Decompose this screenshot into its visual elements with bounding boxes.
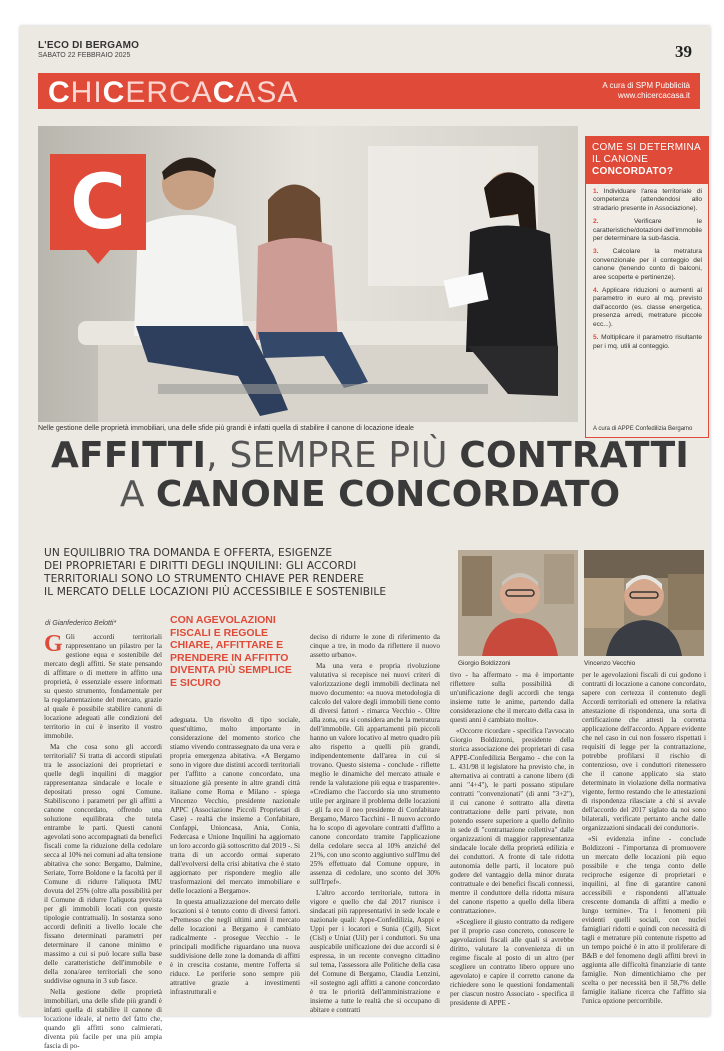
- article-paragraph: L'altro accordo territoriale, tuttora in vigore e quello che dal 2017 riunisce i sindacati più rappresentativi in sede locale e nazionale quali: Appe-Confedilizia, Asppi e Uppi per i locatori e Sunia (Cgil), Sicet (Cisl) e Uniat (Uil) per i conduttori. Su una auspicabile unificazione dei due accordi si è espressa, in un recente convegno cittadino sul tema, l'assessora alle Politiche della casa del Comune di Bergamo, Claudia Lenzini, «il sostegno agli affitti a canone concordato è tra le priorità dell'amministrazione e insieme a tutte le realtà che si occupano di abitare e contratti: [310, 889, 440, 1014]
- section-title-part: HI: [70, 76, 103, 109]
- subtitle: [44, 547, 452, 599]
- portrait-photo: [584, 550, 704, 656]
- issue-date: SABATO 22 FEBBRAIO 2025: [38, 52, 131, 59]
- pull-quote: CON AGEVOLAZIONI FISCALI E REGOLE CHIARE, AFFITTARE E PRENDERE IN AFFITTO DIVENTA PIÙ SEMPLICE E SICURO: [170, 614, 292, 689]
- byline: di Gianfederico Belotti*: [45, 620, 117, 627]
- section-logo-letter: C: [70, 157, 126, 246]
- sidebox-heading-line: CONCORDATO?: [592, 166, 674, 177]
- sidebox-steps: [586, 184, 708, 351]
- article-paragraph: In questa attualizzazione del mercato delle locazioni si è tenuto conto di diversi fattori. «Premesso che negli ultimi anni il mercato delle locazioni a Bergamo è cambiato radicalmente - prosegue Vecchio - le principali modifiche riguardano una nuova suddivisione delle zone la domanda di affitti è in crescita costante, mentre l'offerta si riduce. Le periferie sono sempre più attrattive grazie a investimenti infrastrutturali e: [170, 898, 300, 996]
- step-text: Applicare riduzioni o aumenti al parametro in euro al mq. previsto dall'accordo (es. classe energetica, presenza arredi, metrature piccole ecc...).: [593, 287, 702, 328]
- subtitle-line: IL MERCATO DELLE LOCAZIONI PIÙ ACCESSIBILE E SOSTENIBILE: [44, 586, 387, 598]
- article-paragraph: [44, 633, 162, 741]
- step-text: Calcolare la metratura convenzionale per il conteggio del canone (tenendo conto di balconi, aree scoperte e pertinenze).: [593, 248, 702, 281]
- article-paragraph: «Scegliere il giusto contratto da redigere per il proprio caso concreto, conoscere le agevolazioni fiscali alle quali si avrebbe diritto, valutare la convenienza di un regime fiscale al posto di un altro (per scegliere un contratto libero oppure uno agevolato) e capire il corretto canone da richiedere sono le questioni fondamentali per ciascun nostro Associato - specifica il presidente di APPE -: [450, 918, 574, 1007]
- how-to-sidebox: [585, 136, 709, 438]
- sidebox-step: [593, 334, 702, 351]
- article-paragraph: deciso di ridurre le zone di riferimento da cinque a tre, in modo da riflettere il nuovo assetto urbano».: [310, 633, 440, 659]
- sidebox-step: [593, 287, 702, 329]
- subtitle-line: TERRITORIALI SONO LO STRUMENTO CHIAVE PER RENDERE: [44, 573, 365, 585]
- article-paragraph: Ma una vera e propria rivoluzione valutativa si recepisce nei nuovi criteri di valorizzazione degli immobili declinata nel nuovo documento: «a nuova metodologia di calcolo del valore degli immobili tiene conto di diversi fattori - rimarca Vecchio -. Oltre alla zona, ora si considera anche la metratura dell'immobile. Gli appartamenti più piccoli hanno un valore locativo al metro quadro più alto rispetto a quelli più grandi, indipendentemente dall'area in cui si trovano. Questo sistema - conclude - riflette meglio le dinamiche del mercato attuale e rende la valutazione più equa e trasparente». «Crediamo che l'accordo sia uno strumento utile per arginare il problema delle locazioni - gli fa eco il neo presidente di Confabitare Bergamo, Marco Tacchini - Il nuovo accordo ha lo scopo di agevolare contratti d'affitto a canone concordato tramite l'applicazione della cedolare secca al 10% anziché del 21%, con uno sconto aggiuntivo sull'Imu del 25% effettuato dal Comune oppure, in assenza di cedolare, uno sconto del 30% sull'Irpef».: [310, 662, 440, 886]
- article-paragraph: per le agevolazioni fiscali di cui godono i contratti di locazione a canone concordato, sapere con certezza il contenuto degli Accordi territoriali ed ottenere la relativa attestazione di rispondenza, una sorta di certificazione che attesti la corretta applicazione dell'accordo. Appare evidente che nel caso in cui non fossero rispettati i requisiti di legge per la contrattazione, potrebbe profilarsi il rischio di contenzioso, ove i conduttori ritenessero che il canone applicato sia stato determinato in violazione della normativa vigente, fermo restando che le attestazioni di rispondenza rilasciate a chi si avvale dell'accordo del 2017 siglato da noi sono bilaterali, verificate pertanto anche dalle organizzazioni sindacali dei conduttori».: [582, 671, 706, 832]
- article-column-5: [582, 671, 706, 1013]
- section-title-part: C: [102, 76, 126, 109]
- article-paragraph: Ma che cosa sono gli accordi territoriali? Si tratta di accordi stipulati tra le associazioni dei proprietari e quelle degli inquilini di maggior rappresentanza sindacale e locale e depositati presso ogni Comune. Stabiliscono i parametri per gli affitti a canone concordato, offrendo una soluzione equilibrata che tutela entrambe le parti. Questi canoni agevolati sono accompagnati da benefici fiscali come la riduzione della cedolare secca al 10% nei comuni ad alta tensione abitativa che sono: Bergamo, Dalmine, Seriate, Torre Boldone e la facoltà per il Comune di ridurre l'aliquota IMU dovuta del 25% (oltre alla possibilità per il Comune di ridurre l'aliquota prevista per gli immobili locati con queste tipologie contrattuali). In sostanza sono accordi definiti a livello locale che fissano determinati parametri per determinare il canone minimo e massimo a cui si può locare sulla base delle caratteristiche dell'immobile e della zona/aree territoriali che sono suddivise ognuna in 3 sub fasce.: [44, 743, 162, 985]
- portrait-illustration: [458, 550, 578, 656]
- section-title-part: C: [212, 76, 236, 109]
- article-paragraph: «Si evidenzia infine - conclude Boldizzoni - l'importanza di promuovere un mercato delle locazioni più equo possibile e che tenga conto delle reciproche esigenze di proprietari e inquilini, al fine di garantire canoni accessibili e rispondenti all'attuale crescente domanda di affitti a medio e lungo termine». Tra i fenomeni più evidenti quelli sociali, con nuclei famigliari ridotti e quindi con necessità di tagli e metrature più contenute rispetto ad un tempo poiché è in atto il proliferare di B&B e del fenomeno degli affitti brevi in aggiunta alle difficoltà finanziarie di tante famiglie. Non dimentichiamo che per scelta o per necessità ben il 58,7% delle famiglie italiane ricerca che l'affitto sia l'unica opzione percorribile.: [582, 835, 706, 1005]
- step-text: Individuare l'area territoriale di competenza (attendendosi allo stradario presente in Associazione).: [593, 188, 702, 212]
- section-title-part: ASA: [235, 76, 299, 109]
- sidebox-heading: [586, 137, 708, 184]
- portrait-caption: Vincenzo Vecchio: [584, 660, 636, 667]
- article-column-2: [170, 716, 300, 1013]
- section-title-part: C: [48, 76, 71, 109]
- article-paragraph: tivo - ha affermato - ma è importante riflettere sulla possibilità di un'unificazione degli accordi che tenga insieme tutte le anime, partendo dalla considerazione che il mercato della casa in questi anni è cambiato molto».: [450, 671, 574, 724]
- article-column-4: [450, 671, 574, 1013]
- step-number: 5.: [593, 334, 599, 342]
- step-number: 3.: [593, 248, 599, 256]
- portrait-photo: [458, 550, 578, 656]
- headline-part: , SEMPRE PIÙ: [206, 435, 460, 476]
- page-number: 39: [675, 42, 692, 61]
- masthead: [38, 40, 698, 72]
- headline: [40, 435, 700, 515]
- sidebox-credit: A cura di APPE Confedilizia Bergamo: [593, 426, 693, 432]
- section-title: [48, 76, 298, 110]
- section-banner: [38, 73, 700, 109]
- sidebox-step: [593, 248, 702, 282]
- portrait-illustration: [584, 550, 704, 656]
- article-paragraph: Nella gestione delle proprietà immobiliari, una delle sfide più grandi è infatti quella di stabilire il canone di locazione ideale, al netto del fatto che, quando gli affitti sono calmierati, diventa più facile per una più ampia fascia di po-: [44, 988, 162, 1050]
- headline-part: AFFITTI: [50, 435, 207, 476]
- sidebox-heading-line: IL CANONE: [592, 154, 649, 165]
- newspaper-page: [20, 26, 710, 1050]
- subtitle-line: UN EQUILIBRIO TRA DOMANDA E OFFERTA, ESIGENZE: [44, 547, 333, 559]
- photo-caption: Nelle gestione delle proprietà immobiliari, una delle sfide più grandi è infatti quella di stabilire il canone di locazione ideale: [38, 425, 414, 432]
- section-credit-line: A cura di SPM Pubblicità: [602, 81, 690, 90]
- section-credit: [602, 81, 690, 101]
- step-number: 2.: [593, 218, 599, 226]
- subtitle-line: DEI PROPRIETARI E DIRITTI DEGLI INQUILINI: GLI ACCORDI: [44, 560, 357, 572]
- lead-photo: [38, 126, 578, 422]
- article-paragraph: adeguata. Un risvolto di tipo sociale, quest'ultimo, molto importante in considerazione del momento storico che stiamo vivendo contrassegnato da una vera e propria emergenza abitativa. «A Bergamo sono in vigore due distinti accordi territoriali per l'affitto a canone concordato, una situazione già presente in altre grandi città italiane come Roma e Milano - spiega Vincenzo Vecchio, presidente nazionale APPC (Associazione Piccoli Proprietari di Case) - realtà che insieme a Confabitare, Confappi, Unioncasa, Ania, Conia, Federcasa e Unione Inquilini ha aggiornato un loro accordo già sottoscritto dal 2019 -. Si tratta di un accordo ormai superato dall'evolversi della crisi abitativa che è stato aggiornato per rispondere meglio alle trasformazioni del mercato immobiliare e delle locazioni a Bergamo».: [170, 716, 300, 895]
- paper-name: L'ECO DI BERGAMO: [38, 40, 140, 51]
- headline-part: CONTRATTI: [459, 435, 689, 476]
- step-text: Verificare le caratteristiche/dotazioni dell'immobile per determinare la sub-fascia.: [593, 218, 703, 243]
- drop-cap: G: [44, 631, 63, 657]
- headline-part: A: [119, 474, 156, 515]
- paragraph-text: Gli accordi territoriali rappresentano un pilastro per la gestione equa e sostenibile del mercato degli affitti. Se state pensando di affittare o di mettere in affitto una proprietà, è essenziale essere informati su questo strumento, fondamentale per la regolamentazione del mercato, grazie al quale è possibile stabilire canoni di locazione adeguati alle condizioni del territorio in cui è inserito il vostro immobile.: [44, 633, 162, 740]
- sidebox-heading-line: COME SI DETERMINA: [592, 142, 701, 153]
- article-paragraph: «Occorre ricordare - specifica l'avvocato Giorgio Boldizzoni, presidente della storica associazione dei proprietari di casa APPE-Confedilizia Bergamo - che con la L. 431/98 il legislatore ha previsto che, in alternativa ai contratti a canone libero (di anni "4+4"), le parti possano stipulare contratti "convenzionati" (di anni "3+2"), il cui canone è sottratto alla diretta contrattazione delle parti private, non potendo essere superiore a quello definito in sede di "contrattazione collettiva" dalle organizzazioni di maggior rappresentanza sindacale locale della proprietà edilizia e dei conduttori. A fronte di tale ridotta autonomia delle parti, il locatore può godere del vantaggio della minor durata contrattuale e dei benefici fiscali connessi, mentre il conduttore della ridotta misura del canone rispetto a quello della libera contrattazione».: [450, 727, 574, 915]
- headline-line-2: [40, 474, 700, 515]
- sidebox-step: [593, 218, 702, 243]
- section-credit-url: www.chicercacasa.it: [617, 91, 690, 100]
- headline-line-1: [40, 435, 700, 476]
- step-text: Moltiplicare il parametro risultante per i mq. utili al conteggio.: [593, 334, 702, 350]
- sidebox-step: [593, 188, 702, 213]
- step-number: 1.: [593, 188, 599, 195]
- section-title-part: ERCA: [125, 76, 213, 109]
- portrait-caption: Giorgio Boldizzoni: [458, 660, 511, 667]
- article-column-1: [44, 631, 162, 1050]
- step-number: 4.: [593, 287, 599, 295]
- article-column-3: [310, 633, 440, 1013]
- headline-part: CANONE CONCORDATO: [155, 474, 621, 515]
